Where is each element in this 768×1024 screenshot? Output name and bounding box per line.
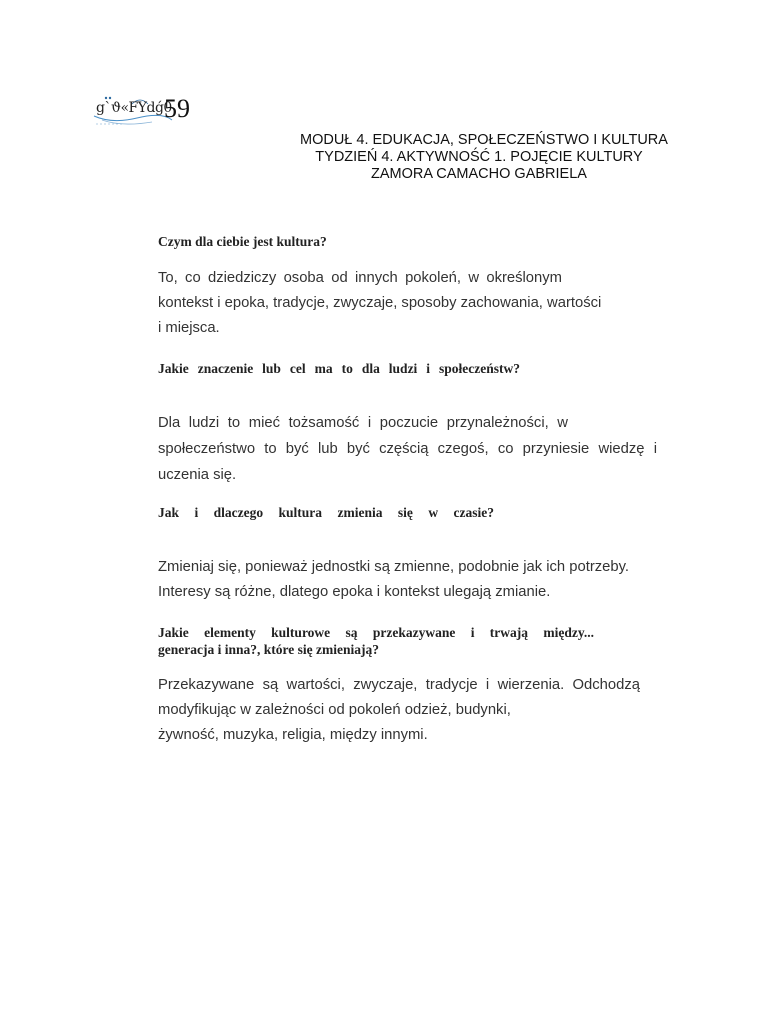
question-2: Jakie znaczenie lub cel ma to dla ludzi i społeczeństw? — [158, 361, 520, 376]
answer-3 — [158, 555, 648, 605]
question-4 — [158, 624, 594, 658]
answer-3-line-1: Zmieniaj się, ponieważ jednostki są zmienne, podobnie jak ich potrzeby. — [158, 559, 630, 575]
answer-1-line-1: To, co dziedziczy osoba od innych pokoleń, w określonym — [158, 270, 562, 286]
answer-4 — [158, 673, 640, 748]
answer-2 — [158, 410, 657, 488]
header-module-line: MODUŁ 4. EDUKACJA, SPOŁECZEŃSTWO I KULTURA — [300, 132, 668, 148]
document-header — [300, 132, 668, 183]
answer-1-line-2: kontekst i epoka, tradycje, zwyczaje, sposoby zachowania, wartości — [158, 295, 602, 311]
answer-4-line-1: Przekazywane są wartości, zwyczaje, tradycje i wierzenia. Odchodzą — [158, 677, 640, 693]
answer-3-line-2: Interesy są różne, dlatego epoka i kontekst ulegają zmianie. — [158, 584, 551, 600]
logo — [92, 94, 202, 128]
answer-2-line-2: społeczeństwo to być lub być częścią czegoś, co przyniesie wiedzę i — [158, 441, 657, 457]
answer-4-line-3: żywność, muzyka, religia, między innymi. — [158, 727, 428, 743]
question-4-line-2: generacja i inna?, które się zmieniają? — [158, 642, 379, 657]
answer-2-line-1: Dla ludzi to mieć tożsamość i poczucie przynależności, w — [158, 415, 568, 431]
question-4-line-1: Jakie elementy kulturowe są przekazywane i trwają między... — [158, 625, 594, 640]
question-3: Jak i dlaczego kultura zmienia się w czasie? — [158, 505, 494, 520]
header-author-line: ZAMORA CAMACHO GABRIELA — [371, 166, 587, 182]
header-week-line: TYDZIEŃ 4. AKTYWNOŚĆ 1. POJĘCIE KULTURY — [315, 149, 643, 165]
answer-1 — [158, 266, 602, 341]
logo-garbled-text: g`ϑ«FYdǵ0 — [96, 100, 172, 116]
answer-2-line-3: uczenia się. — [158, 467, 237, 483]
logo-number: 59 — [164, 94, 190, 123]
answer-1-line-3: i miejsca. — [158, 320, 220, 336]
answer-4-line-2: modyfikując w zależności od pokoleń odzież, budynki, — [158, 702, 511, 718]
question-1: Czym dla ciebie jest kultura? — [158, 234, 327, 249]
